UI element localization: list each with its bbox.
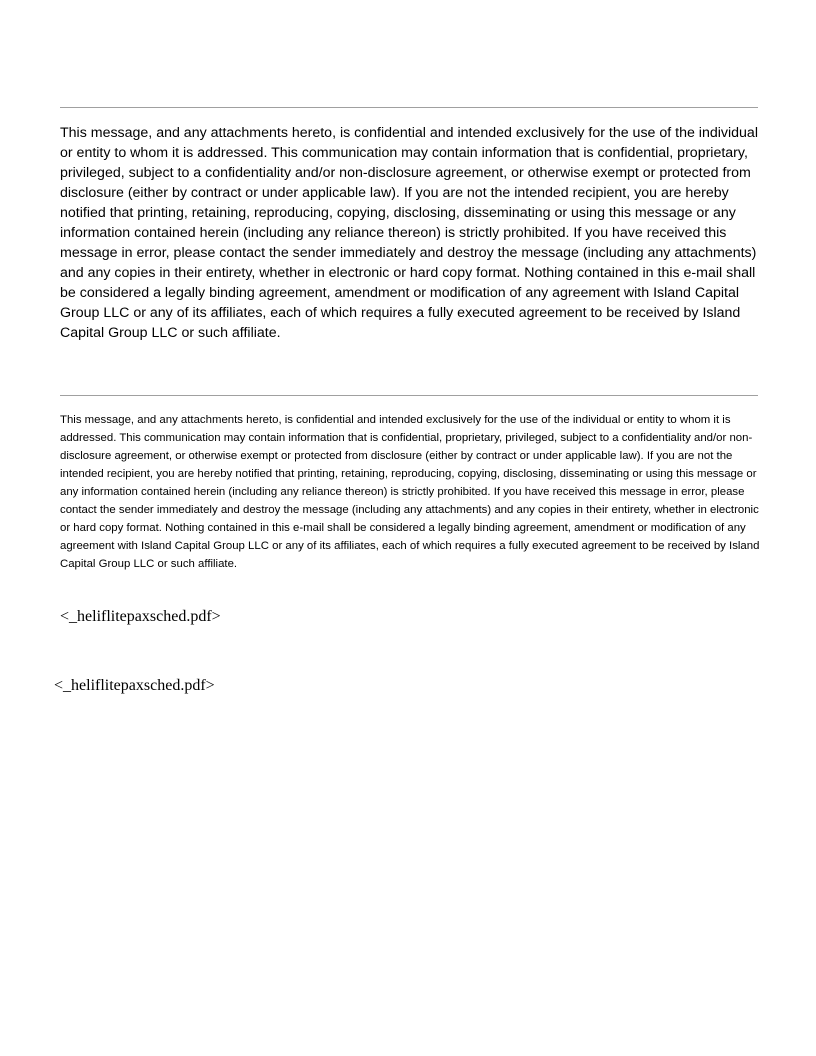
confidentiality-disclaimer-small: This message, and any attachments hereto, is confidential and intended exclusively for the use of the individual or entity to whom it is addressed. This communication may contain information that is confidential, proprietary, privileged, subject to a confidentiality and/or non-disclosure agreement, or otherwise exempt or protected from disclosure (either by contract or under applicable law). If you are not the intended recipient, you are hereby notified that printing, retaining, reproducing, copying, disclosing, disseminating or using this message or any information contained herein (including any reliance thereon) is strictly prohibited. If you have received this message in error, please contact the sender immediately and destroy the message (including any attachments) and any copies in their entirety, whether in electronic or hard copy format. Nothing contained in this e-mail shall be considered a legally binding agreement, amendment or modification of any agreement with Island Capital Group LLC or any of its affiliates, each of which requires a fully executed agreement to be received by Island Capital Group LLC or such affiliate. (60, 414, 760, 570)
confidentiality-disclaimer-large: This message, and any attachments hereto, is confidential and intended exclusively for the use of the individual or entity to whom it is addressed. This communication may contain information that is confidential, proprietary, privileged, subject to a confidentiality and/or non-disclosure agreement, or otherwise exempt or protected from disclosure (either by contract or under applicable law). If you are not the intended recipient, you are hereby notified that printing, retaining, reproducing, copying, disclosing, disseminating or using this message or any information contained herein (including any reliance thereon) is strictly prohibited. If you have received this message in error, please contact the sender immediately and destroy the message (including any attachments) and any copies in their entirety, whether in electronic or hard copy format. Nothing contained in this e-mail shall be considered a legally binding agreement, amendment or modification of any agreement with Island Capital Group LLC or any of its affiliates, each of which requires a fully executed agreement to be received by Island Capital Group LLC or such affiliate. (60, 125, 758, 341)
divider-top (60, 107, 758, 108)
attachment-link[interactable]: <_heliflitepaxsched.pdf> (54, 677, 215, 694)
divider-middle (60, 395, 758, 396)
attachment-link[interactable]: <_heliflitepaxsched.pdf> (60, 608, 221, 625)
